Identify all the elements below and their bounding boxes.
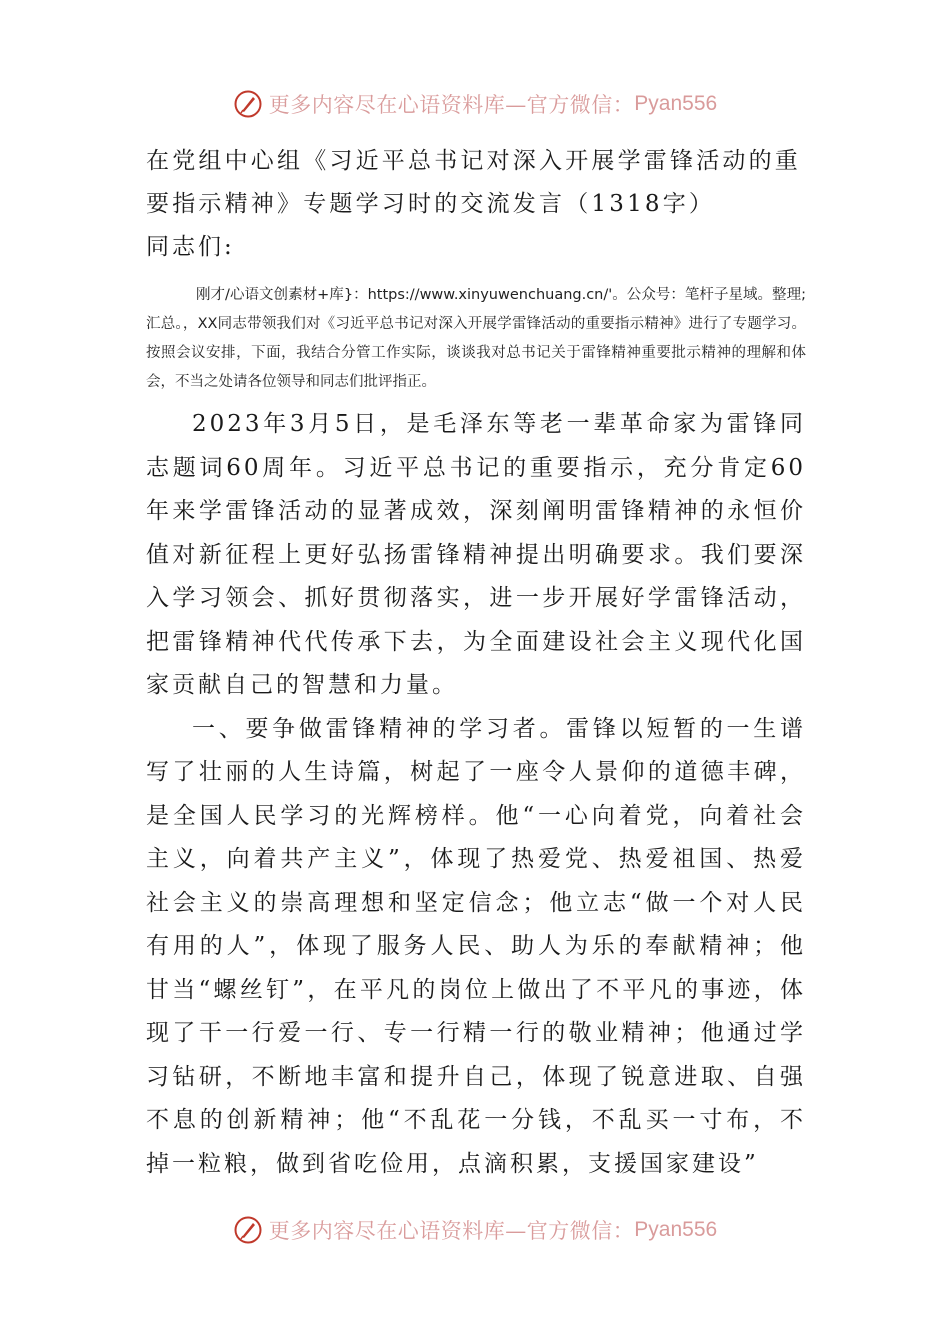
banner-text: 更多内容尽在心语资料库—官方微信： xyxy=(268,93,635,117)
quill-pen-logo-icon xyxy=(233,1215,263,1245)
intro-note: 刚才/心语文创素材+库}：https://www.xinyuwenchuang.cn/'。公众号：笔杆子星域。整理;汇总。，XX同志带领我们对《习近平总书记对深入开展学雷锋活动的重要指示精神》进行了专题学习。按照会议安排，下面，我结合分管工作实际，谈谈我对总书记关于雷锋精神重要批示精神的理解和体会，不当之处请各位领导和同志们批评指正。 xyxy=(146,287,806,390)
greeting: 同志们: xyxy=(146,234,235,260)
document-title: 在党组中心组《习近平总书记对深入开展学雷锋活动的重要指示精神》专题学习时的交流发言（1318字） xyxy=(146,148,801,217)
quill-pen-logo-icon xyxy=(233,89,263,119)
banner-text: 更多内容尽在心语资料库—官方微信： xyxy=(268,1219,635,1243)
footer-watermark-banner xyxy=(0,1210,950,1250)
body-paragraph: 一、要争做雷锋精神的学习者。雷锋以短暂的一生谱写了壮丽的人生诗篇，树起了一座令人景仰的道德丰碑，是全国人民学习的光辉榜样。他“一心向着党，向着社会主义，向着共产主义”，体现了热爱党、热爱祖国、热爱社会主义的崇高理想和坚定信念；他立志“做一个对人民有用的人”，体现了服务人民、助人为乐的奉献精神；他甘当“螺丝钉”，在平凡的岗位上做出了不平凡的事迹，体现了干一行爱一行、专一行精一行的敬业精神；他通过学习钻研，不断地丰富和提升自己，体现了锐意进取、自强不息的创新精神；他“不乱花一分钱，不乱买一寸布，不掉一粒粮，做到省吃俭用，点滴积累，支援国家建设” xyxy=(146,715,806,1177)
header-watermark-banner xyxy=(0,84,950,124)
document-body xyxy=(146,140,806,1186)
banner-wechat-handle: Pyan556 xyxy=(634,92,718,115)
body-paragraph: 2023年3月5日，是毛泽东等老一辈革命家为雷锋同志题词60周年。习近平总书记的重要指示，充分肯定60年来学雷锋活动的显著成效，深刻阐明雷锋精神的永恒价值对新征程上更好弘扬雷锋精神提出明确要求。我们要深入学习领会、抓好贯彻落实，进一步开展好学雷锋活动，把雷锋精神代代传承下去，为全面建设社会主义现代化国家贡献自己的智慧和力量。 xyxy=(146,411,806,698)
banner-wechat-handle: Pyan556 xyxy=(634,1218,718,1241)
